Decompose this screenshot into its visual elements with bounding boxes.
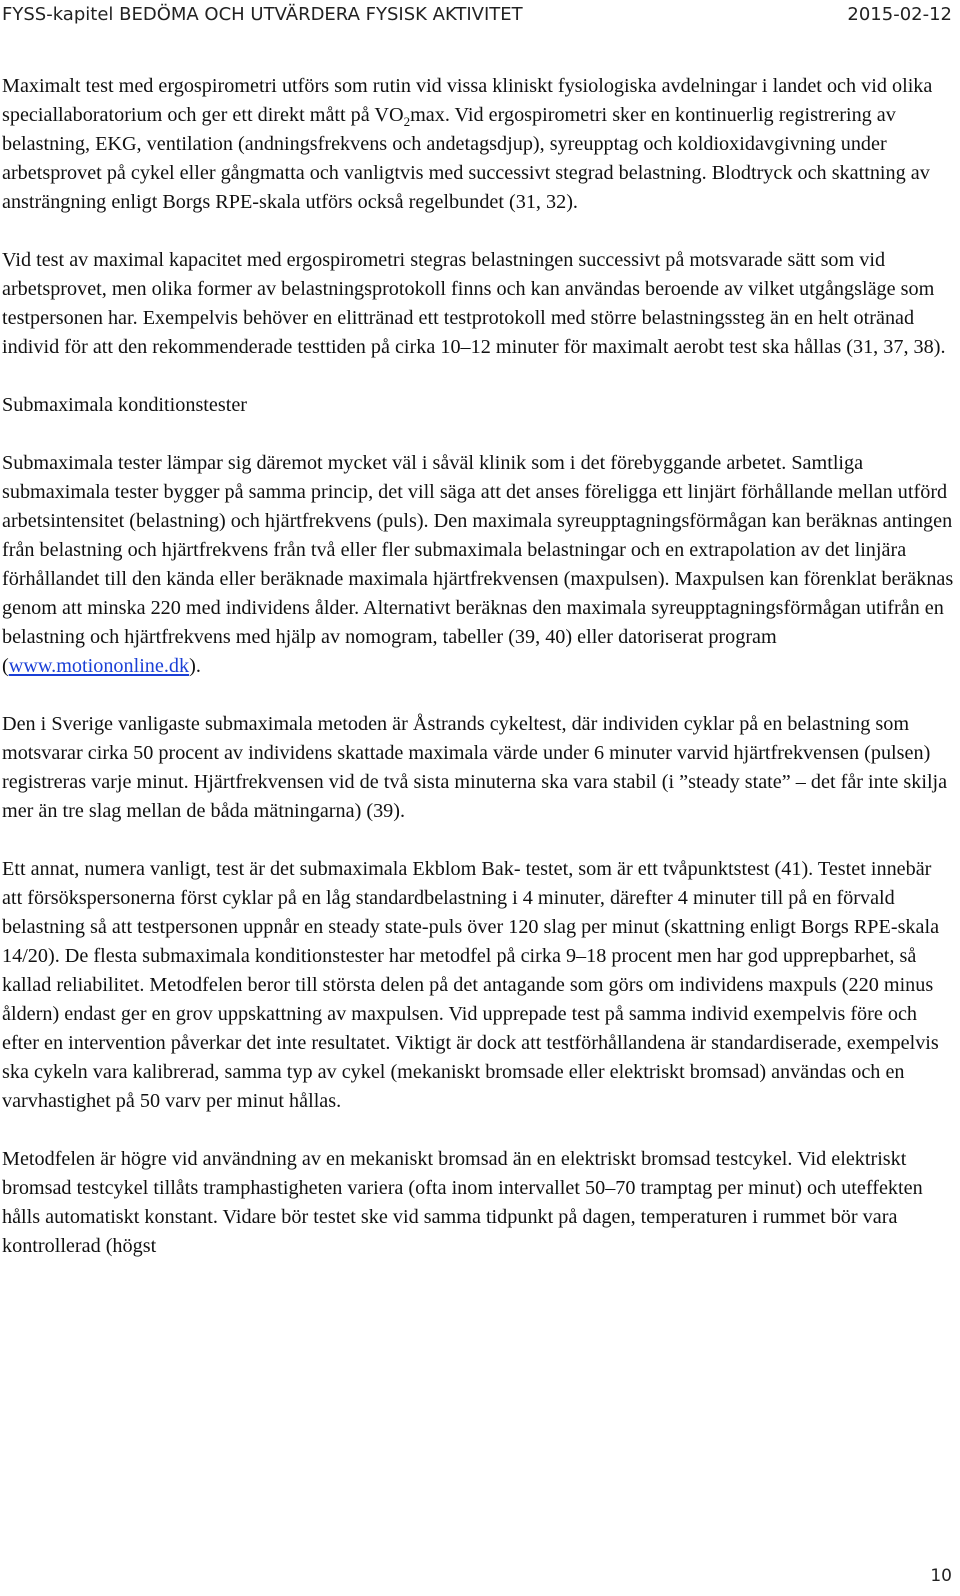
paragraph-astrand: Den i Sverige vanligaste submaximala metoden är Åstrands cykeltest, där individen cyklar på en belastning som motsvarar cirka 50 procent av individens skattade maximala värde under 6 minuter varvid hjärtfrekvensen (pulsen) registreras varje minut. Hjärtfrekvensen vid de två sista minuterna ska vara stabil (i ”steady state” – det får inte skilja mer än tre slag mellan de båda mätningarna) (39). [2,713,948,822]
paragraph-text: ). [189,655,201,677]
section-heading: Submaximala konditionstester [2,394,248,416]
document-body [2,72,954,1290]
header-date: 2015-02-12 [847,4,952,25]
page-header [0,0,960,30]
paragraph-maximal-test: Vid test av maximal kapacitet med ergospirometri stegras belastningen successivt på motsvarade sätt som vid arbetsprovet, men olika former av belastningsprotokoll finns och kan användas beroende av vilket utgångsläge som testpersonen har. Exempelvis behöver en elittränad ett testprotokoll med större belastningssteg än en helt otränad individ för att den rekommenderade testtiden på cirka 10–12 minuter för maximalt aerobt test ska hållas (31, 37, 38). [2,249,946,358]
motiononline-link[interactable]: www.motiononline.dk [8,655,190,677]
paragraph-metodfel: Metodfelen är högre vid användning av en mekaniskt bromsad än en elektriskt bromsad testcykel. Vid elektriskt bromsad testcykel tillåts tramphastigheten variera (ofta inom intervallet 50–70 tramptag per minut) och uteffekten hålls automatiskt konstant. Vidare bör testet ske vid samma tidpunkt på dagen, temperaturen i rummet bör vara kontrollerad (högst [2,1148,923,1257]
paragraph-submaximala [2,449,954,681]
paragraph-text: max. Vid ergospirometri sker en kontinuerlig registrering av belastning, EKG, ventilation (andningsfrekvens och andetagsdjup), syreupptag och koldioxidavgivning under arbetsprovet på cykel eller gångmatta och vanligtvis med successivt stegrad belastning. Blodtryck och skattning av ansträngning enligt Borgs RPE-skala utförs också regelbundet (31, 32). [2,104,930,213]
subscript: 2 [403,114,411,130]
paragraph-ekblom-bak: Ett annat, numera vanligt, test är det submaximala Ekblom Bak- testet, som är ett tvåpunktstest (41). Testet innebär att försökspersonerna först cyklar på en låg standardbelastning i 4 minuter, därefter 4 minuter till på en förvald belastning så att testpersonen uppnår en steady state-puls över 120 slag per minut (skattning enligt Borgs RPE-skala 14/20). De flesta submaximala konditionstester har metodfel på cirka 9–18 procent men har god upprepbarhet, så kallad reliabilitet. Metodfelen beror till största delen på det antagande som görs om individens maxpuls (220 minus åldern) endast ger en grov uppskattning av maxpulsen. Vid upprepade test på samma individ exempelvis före och efter en intervention påverkar det inte resultatet. Viktigt är dock att testförhållandena är standardiserade, exempelvis ska cykeln vara kalibrerad, samma typ av cykel (mekaniskt bromsade eller elektriskt bromsad) användas och en varvhastighet på 50 varv per minut hållas. [2,858,940,1112]
paragraph-text: Maximalt test med ergospirometri utförs som rutin vid vissa kliniskt fysiologiska avdelningar i landet och vid olika speciallaboratorium och ger ett direkt mått på VO [2,75,933,126]
page-number: 10 [930,1566,952,1586]
paragraph-ergospirometri [2,72,954,217]
header-title: FYSS-kapitel BEDÖMA OCH UTVÄRDERA FYSISK AKTIVITET [2,4,523,25]
paragraph-text: Submaximala tester lämpar sig däremot mycket väl i såväl klinik som i det förebyggande arbetet. Samtliga submaximala tester bygger på samma princip, det vill säga att det anses föreligga ett linjärt förhållande mellan utförd arbetsintensitet (belastning) och hjärtfrekvens (puls). Den maximala syreupptagningsförmågan kan beräknas antingen från belastning och hjärtfrekvens från två eller fler submaximala belastningar och en extrapolation av det linjära förhållandet till den kända eller beräknade maximala hjärtfrekvensen (maxpulsen). Maxpulsen kan förenklat beräknas genom att minska 220 med individens ålder. Alternativt beräknas den maximala syreupptagningsförmågan utifrån en belastning och hjärtfrekvens med hjälp av nomogram, tabeller (39, 40) eller datoriserat program ( [2,452,954,677]
